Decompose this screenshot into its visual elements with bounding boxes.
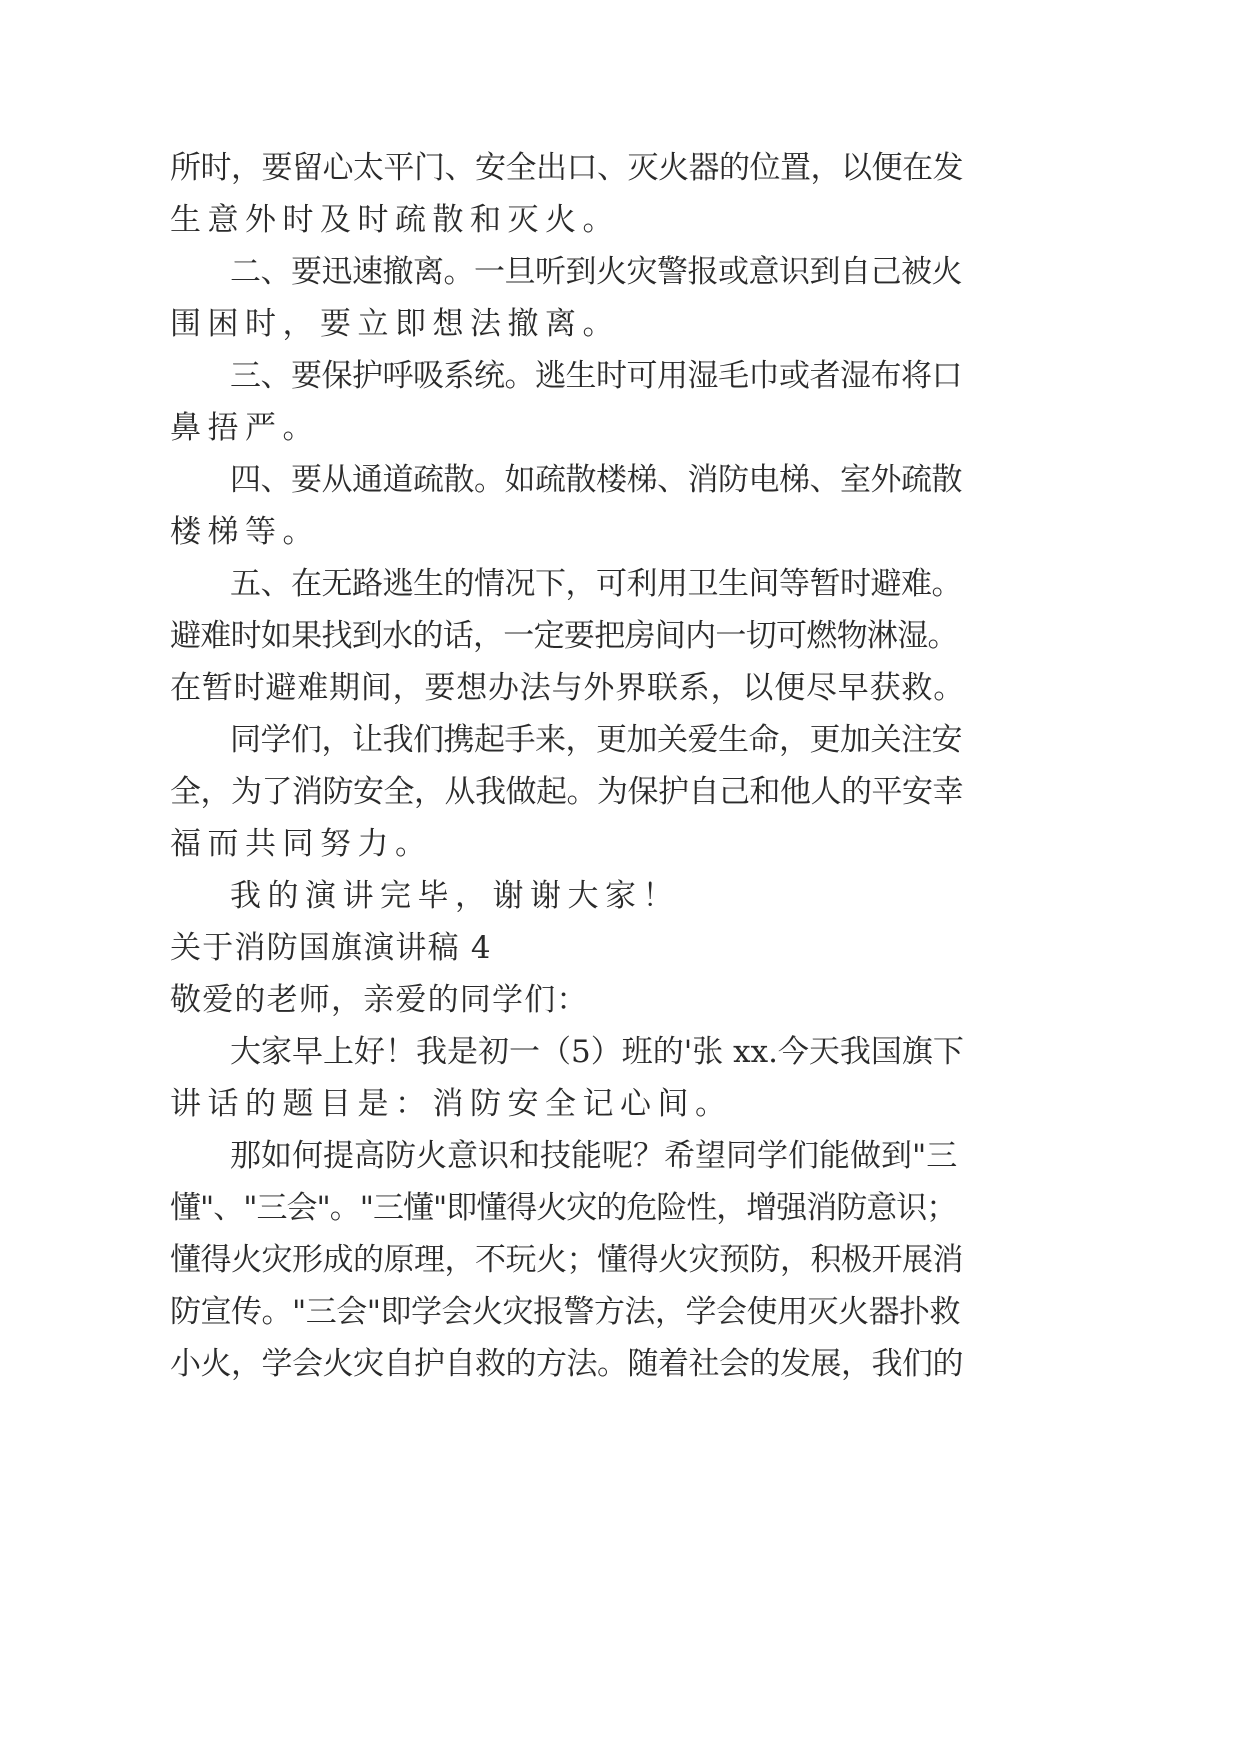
text-line: 避难时如果找到水的话，一定要把房间内一切可燃物淋湿。	[170, 618, 958, 654]
paragraph-first-line: 四、要从通道疏散。如疏散楼梯、消防电梯、室外疏散	[230, 462, 962, 498]
paragraph-first-line: 大家早上好！我是初一（5）班的'张 xx.今天我国旗下	[230, 1034, 964, 1070]
text-line: 福而共同努力。	[170, 826, 433, 862]
text-line: 讲话的题目是：消防安全记心间。	[170, 1086, 733, 1122]
text-line: 鼻捂严。	[170, 410, 320, 446]
text-line: 小火，学会火灾自护自救的方法。随着社会的发展，我们的	[170, 1346, 963, 1382]
salutation: 敬爱的老师，亲爱的同学们：	[170, 982, 589, 1018]
text-line: 楼梯等。	[170, 514, 320, 550]
text-line: 生意外时及时疏散和灭火。	[170, 202, 620, 238]
text-line: 在暂时避难期间，要想办法与外界联系，以便尽早获救。	[170, 670, 965, 706]
text-line: 防宣传。"三会"即学会火灾报警方法，学会使用灭火器扑救	[170, 1294, 961, 1330]
paragraph-first-line: 那如何提高防火意识和技能呢？希望同学们能做到"三	[230, 1138, 958, 1174]
text-line: 所时，要留心太平门、安全出口、灭火器的位置，以便在发	[170, 150, 963, 186]
section-heading: 关于消防国旗演讲稿 4	[170, 930, 492, 966]
text-line: 全，为了消防安全，从我做起。为保护自己和他人的平安幸	[170, 774, 963, 810]
text-line: 围困时，要立即想法撤离。	[170, 306, 620, 342]
paragraph-first-line: 同学们，让我们携起手来，更加关爱生命，更加关注安	[230, 722, 962, 758]
paragraph-first-line: 五、在无路逃生的情况下，可利用卫生间等暂时避难。	[230, 566, 962, 602]
paragraph-first-line: 我的演讲完毕，谢谢大家！	[230, 878, 680, 914]
paragraph-first-line: 三、要保护呼吸系统。逃生时可用湿毛巾或者湿布将口	[230, 358, 962, 394]
paragraph-first-line: 二、要迅速撤离。一旦听到火灾警报或意识到自己被火	[230, 254, 962, 290]
text-line: 懂得火灾形成的原理，不玩火；懂得火灾预防，积极开展消	[170, 1242, 963, 1278]
text-line: 懂"、"三会"。"三懂"即懂得火灾的危险性，增强消防意识；	[170, 1190, 957, 1226]
